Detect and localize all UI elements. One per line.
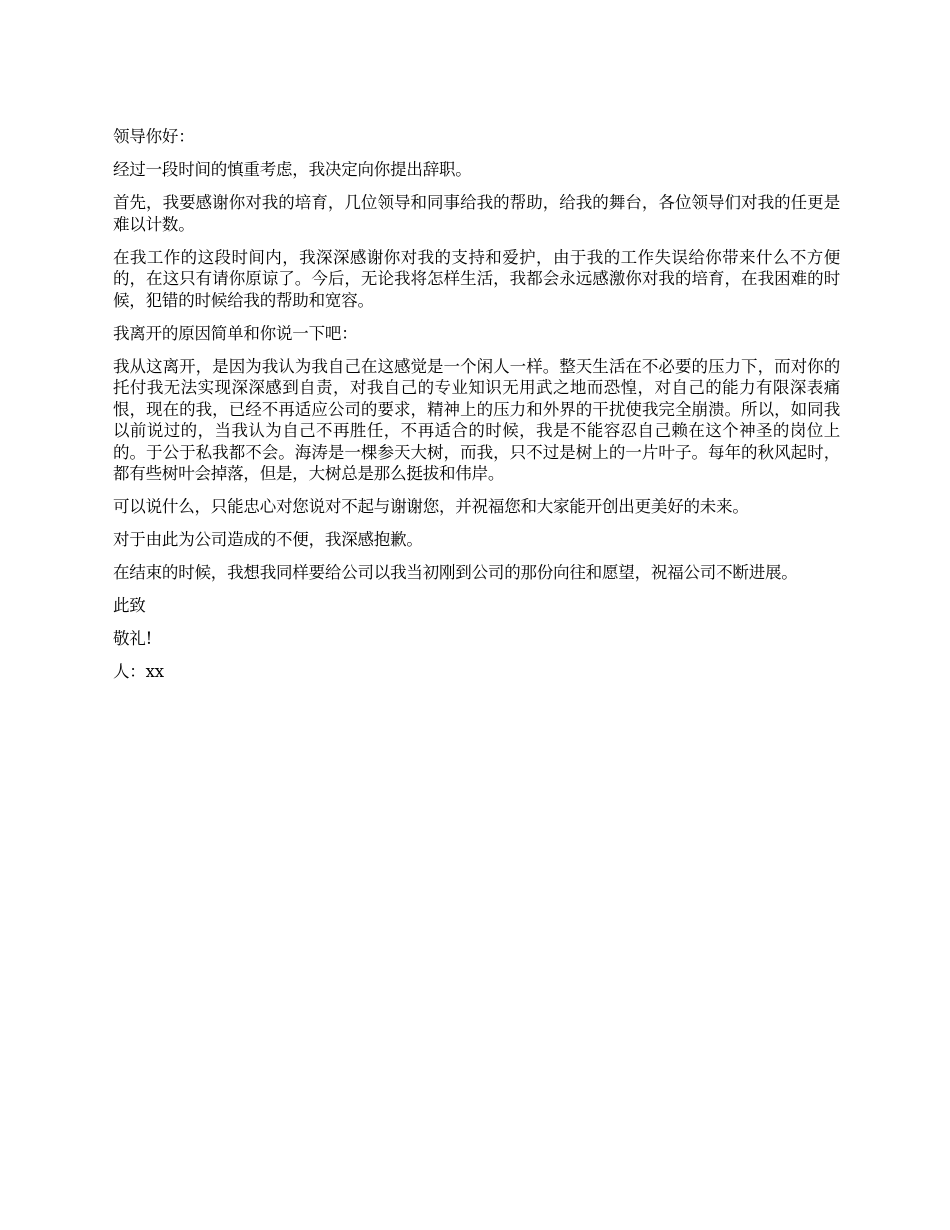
paragraph: 我从这离开，是因为我认为我自己在这感觉是一个闲人一样。整天生活在不必要的压力下，而对你的托付我无法实现深深感到自责，对我自己的专业知识无用武之地而恐惶，对自己的能力有限深表痛恨，现在的我，已经不再适应公司的要求，精神上的压力和外界的干扰使我完全崩溃。所以，如同我以前说过的，当我认为自己不再胜任，不再适合的时候，我是不能容忍自己赖在这个神圣的岗位上的。于公于私我都不会。海涛是一棵参天大树，而我，只不过是树上的一片叶子。每年的秋风起时，都有些树叶会掉落，但是，大树总是那么挺拔和伟岸。 <box>113 356 840 483</box>
paragraph: 我离开的原因简单和你说一下吧： <box>113 323 358 343</box>
paragraph: 对于由此为公司造成的不便，我深感抱歉。 <box>113 530 423 549</box>
paragraph: 在我工作的这段时间内，我深深感谢你对我的支持和爱护，由于我的工作失误给你带来什么不方便的，在这只有请你原谅了。今后，无论我将怎样生活，我都会永远感激你对我的培育，在我困难的时候，犯错的时候给我的帮助和宽容。 <box>113 247 840 310</box>
salutation: 领导你好： <box>113 127 195 146</box>
paragraph: 首先，我要感谢你对我的培育，几位领导和同事给我的帮助，给我的舞台，各位领导们对我的任更是难以计数。 <box>113 193 840 234</box>
signature: 人：xx <box>113 662 164 681</box>
paragraph: 在结束的时候，我想我同样要给公司以我当初刚到公司的那份向往和愿望，祝福公司不断进展。 <box>113 563 798 582</box>
closing-line: 此致 <box>113 596 146 615</box>
closing-regards: 敬礼! <box>113 629 153 648</box>
paragraph: 可以说什么，只能忠心对您说对不起与谢谢您，并祝福您和大家能开创出更美好的未来。 <box>113 497 749 516</box>
letter-body <box>113 126 840 694</box>
paragraph: 经过一段时间的慎重考虑，我决定向你提出辞职。 <box>113 160 472 179</box>
